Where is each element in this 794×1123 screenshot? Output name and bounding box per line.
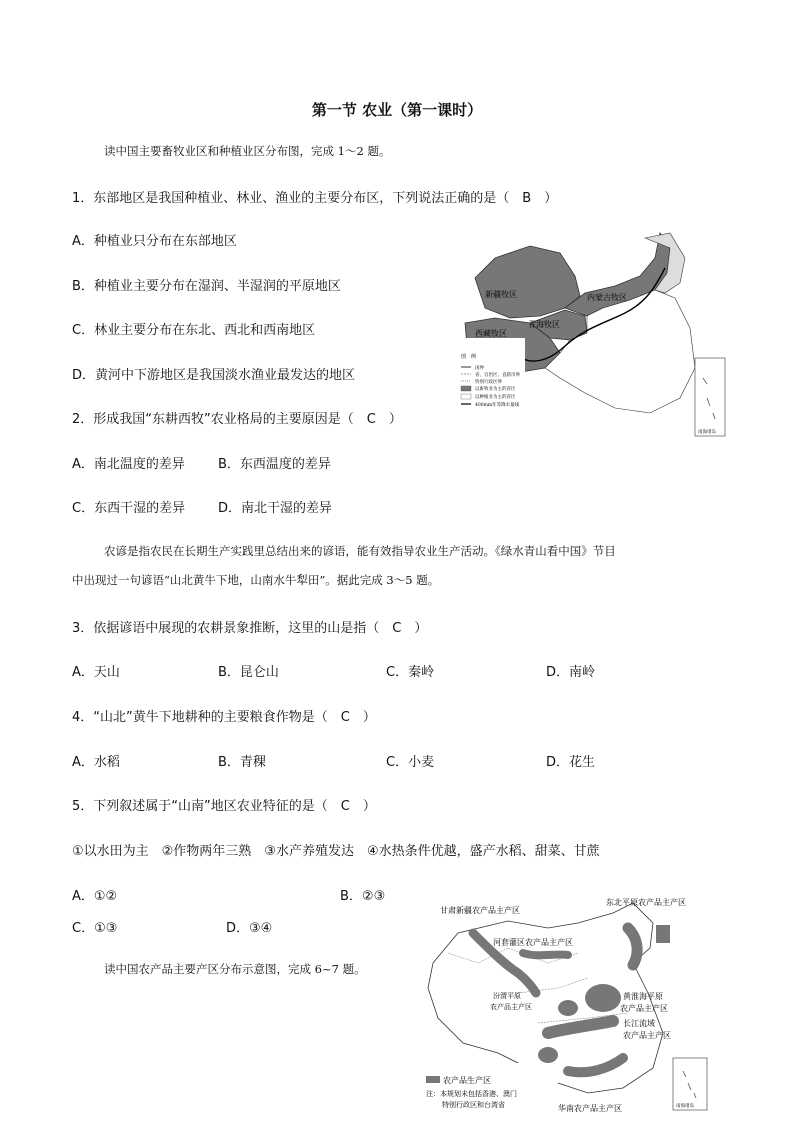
map2-label-huanghuai-2: 农产品主产区 xyxy=(620,1004,668,1013)
question-2-stem: 2．形成我国“东耕西牧”农业格局的主要原因是（ C ） xyxy=(72,412,402,427)
question-4-option-b: B．青稞 xyxy=(218,755,266,770)
map2-label-changjiang: 长江流域 xyxy=(623,1019,655,1028)
map2-label-fenwei: 汾渭平原 xyxy=(493,992,521,1000)
map1-legend-item: 以畜牧业为主的省区 xyxy=(475,387,516,392)
map1-label-xizang: 西藏牧区 xyxy=(475,329,507,338)
intro-text-2-line-1: 农谚是指农民在长期生产实践里总结出来的谚语，能有效指导农业生产活动。《绿水青山看中国》节目 xyxy=(104,544,616,558)
map2-legend: 农产品生产区 xyxy=(443,1076,491,1085)
question-1-option-b: B．种植业主要分布在湿润、半湿润的平原地区 xyxy=(72,279,341,294)
map1-label-xinjiang: 新疆牧区 xyxy=(485,290,517,299)
map2-label-huanghuai: 黄淮海平原 xyxy=(623,992,663,1001)
intro-text-2-line-2: 中出现过一句谚语“山北黄牛下地，山南水牛犁田”。据此完成 3～5 题。 xyxy=(72,573,440,587)
question-5-stem: 5．下列叙述属于“山南”地区农业特征的是（ C ） xyxy=(72,799,376,814)
map1-label-neimeng: 内蒙古牧区 xyxy=(587,293,627,302)
map1-inset-box xyxy=(695,358,725,436)
question-2-option-c: C．东西干湿的差异 xyxy=(72,501,186,516)
map2-legend-swatch xyxy=(426,1076,440,1083)
map1-legend-item: 国界 xyxy=(475,366,484,371)
question-2-option-b: B．东西温度的差异 xyxy=(218,457,331,472)
question-1-option-c: C．林业主要分布在东北、西北和西南地区 xyxy=(72,323,316,338)
map2-inset-box xyxy=(673,1058,707,1110)
map2-note-1: 注：本规划未包括香港、澳门 xyxy=(426,1090,517,1098)
china-pastoral-farming-map xyxy=(455,228,730,438)
question-4-option-d: D．花生 xyxy=(546,755,596,770)
china-agricultural-regions-map xyxy=(418,893,718,1115)
map1-legend-item: 400mm年等降水量线 xyxy=(475,403,520,408)
map2-label-huanan: 华南农产品主产区 xyxy=(558,1104,622,1113)
map2-label-fenwei-2: 农产品主产区 xyxy=(490,1003,532,1011)
question-5-option-a: A．①② xyxy=(72,889,118,904)
map2-label-hetao: 河套灌区农产品主产区 xyxy=(493,938,573,947)
question-4-option-a: A．水稻 xyxy=(72,755,120,770)
question-1-stem: 1．东部地区是我国种植业、林业、渔业的主要分布区，下列说法正确的是（ B ） xyxy=(72,191,558,206)
question-3-option-b: B．昆仑山 xyxy=(218,665,279,680)
question-4-stem: 4．“山北”黄牛下地耕种的主要粮食作物是（ C ） xyxy=(72,710,376,725)
question-4-option-c: C．小麦 xyxy=(386,755,435,770)
question-5-option-c: C．①③ xyxy=(72,921,118,936)
question-5-statements: ①以水田为主 ②作物两年三熟 ③水产养殖发达 ④水热条件优越，盛产水稻、甜菜、甘蔗 xyxy=(72,844,600,859)
question-3-option-d: D．南岭 xyxy=(546,665,596,680)
map1-legend-title: 图 例 xyxy=(461,354,477,360)
question-3-option-c: C．秦岭 xyxy=(386,665,435,680)
question-1-option-a: A．种植业只分布在东部地区 xyxy=(72,234,237,249)
map1-label-qinghai: 青海牧区 xyxy=(528,320,560,329)
question-2-option-a: A．南北温度的差异 xyxy=(72,457,185,472)
map1-legend-item: 省、自治区、直辖市界 xyxy=(475,373,520,378)
question-3-stem: 3．依据谚语中展现的农耕景象推断，这里的山是指（ C ） xyxy=(72,621,428,636)
map2-note-2: 特别行政区和台湾省 xyxy=(442,1101,505,1109)
page-title: 第一节 农业（第一课时） xyxy=(311,101,483,119)
map1-inset-label: 南海诸岛 xyxy=(698,430,716,435)
map2-label-northeast: 东北平原农产品主产区 xyxy=(606,898,686,907)
intro-text-3: 读中国农产品主要产区分布示意图，完成 6~7 题。 xyxy=(104,962,366,976)
intro-text-1: 读中国主要畜牧业区和种植业区分布图，完成 1～2 题。 xyxy=(104,144,391,158)
question-5-option-d: D．③④ xyxy=(226,921,273,936)
map1-legend-item: 以种植业为主的省区 xyxy=(475,395,516,400)
map1-legend-item: 特别行政区界 xyxy=(475,380,502,385)
question-5-option-b: B．②③ xyxy=(340,889,386,904)
question-1-option-d: D．黄河中下游地区是我国淡水渔业最发达的地区 xyxy=(72,368,356,383)
map2-label-changjiang-2: 农产品主产区 xyxy=(623,1031,671,1040)
map2-inset-label: 南海诸岛 xyxy=(676,1104,694,1109)
question-3-option-a: A．天山 xyxy=(72,665,120,680)
map2-label-gansu: 甘肃新疆农产品主产区 xyxy=(440,906,520,915)
question-2-option-d: D．南北干湿的差异 xyxy=(218,501,333,516)
